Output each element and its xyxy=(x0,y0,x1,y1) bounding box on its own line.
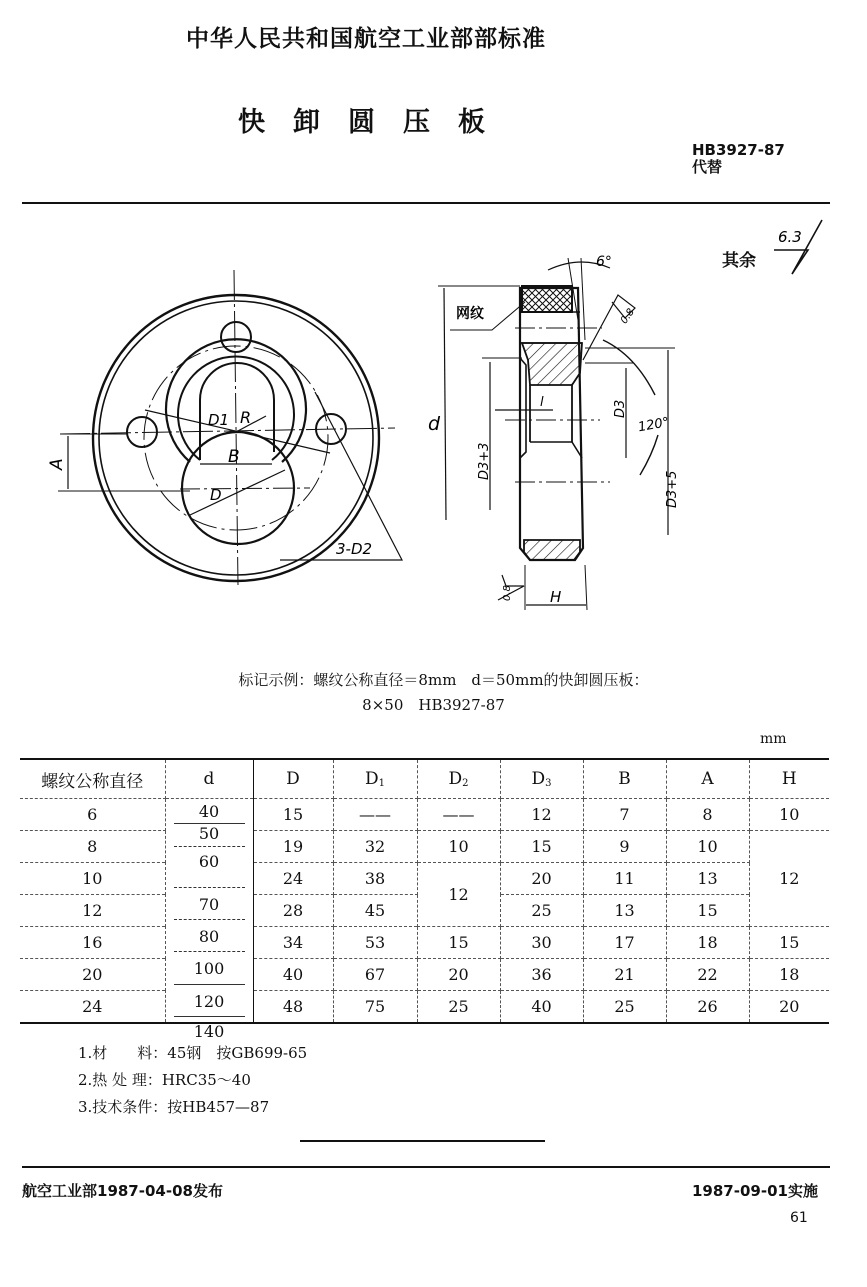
standard-code-block xyxy=(692,142,785,176)
cell-D: 19 xyxy=(253,831,333,863)
col-header-D: D xyxy=(253,759,333,799)
label-D3-plus-3: D3+3 xyxy=(477,442,492,480)
marking-example-line1: 标记示例：螺纹公称直径＝8mm d＝50mm的快卸圆压板： xyxy=(238,671,649,689)
col-header-D2: $D_2$ xyxy=(417,759,500,799)
label-A: A xyxy=(47,458,67,470)
issue-date: 航空工业部1987-04-08发布 xyxy=(22,1182,223,1200)
technical-notes xyxy=(78,1040,307,1121)
cell-H: 10 xyxy=(749,799,829,831)
title-char: 卸 xyxy=(293,107,320,138)
label-R: R xyxy=(240,408,252,427)
label-d: d xyxy=(428,413,441,435)
cell-B: 9 xyxy=(583,831,666,863)
roughness-symbol-icon xyxy=(722,218,832,278)
cell-D3: 25 xyxy=(500,895,583,927)
cell-D3: 20 xyxy=(500,863,583,895)
roughness-label: 其余 xyxy=(722,251,756,271)
col-header-H: H xyxy=(749,759,829,799)
label-B: B xyxy=(228,447,240,467)
label-angle-6: 6° xyxy=(596,254,612,270)
d-value: 120 xyxy=(174,984,245,1013)
dimension-table xyxy=(20,758,829,1041)
label-knurl: 网纹 xyxy=(456,306,484,322)
cell-A: 18 xyxy=(666,927,749,959)
page-number: 61 xyxy=(790,1210,808,1226)
cell-D: 24 xyxy=(253,863,333,895)
label-3-D2: 3-D2 xyxy=(336,540,373,558)
section-view-drawing xyxy=(420,230,720,630)
title-char: 板 xyxy=(458,107,485,138)
cell-D1: —— xyxy=(333,799,417,831)
title-char: 压 xyxy=(403,107,430,138)
d-value: 60 xyxy=(174,846,245,873)
cell-D3: 30 xyxy=(500,927,583,959)
cell-A: 13 xyxy=(666,863,749,895)
col-header-D3: $D_3$ xyxy=(500,759,583,799)
cell-D2-merged: 12 xyxy=(417,863,500,927)
cell-D2: 25 xyxy=(417,991,500,1024)
footer-divider xyxy=(22,1166,830,1168)
label-l: l xyxy=(540,395,544,410)
table-row xyxy=(20,927,829,959)
label-angle-120: 120° xyxy=(636,415,671,436)
notes-end-divider xyxy=(300,1140,545,1142)
cell-A: 8 xyxy=(666,799,749,831)
table-row xyxy=(20,863,829,895)
document-title xyxy=(238,100,513,139)
col-header-B: B xyxy=(583,759,666,799)
col-header-A: A xyxy=(666,759,749,799)
cell-D: 15 xyxy=(253,799,333,831)
cell-B: 13 xyxy=(583,895,666,927)
col-header-D1: $D_1$ xyxy=(333,759,417,799)
effective-date: 1987-09-01实施 xyxy=(692,1182,818,1200)
marking-example-line2: 8×50 HB3927-87 xyxy=(362,696,505,714)
front-view-drawing xyxy=(40,240,420,600)
note-heat-treatment: 2.热 处 理：HRC35～40 xyxy=(78,1071,251,1089)
label-H: H xyxy=(550,588,562,606)
cell-D1: 45 xyxy=(333,895,417,927)
table-row xyxy=(20,799,829,831)
cell-D1: 67 xyxy=(333,959,417,991)
cell-B: 11 xyxy=(583,863,666,895)
cell-H-merged: 12 xyxy=(749,831,829,927)
cell-D1: 32 xyxy=(333,831,417,863)
surface-roughness-note xyxy=(722,218,832,278)
cell-D2: 10 xyxy=(417,831,500,863)
note-material: 1.材 料：45钢 按GB699-65 xyxy=(78,1044,308,1062)
label-D3-plus-5: D3+5 xyxy=(665,470,680,508)
cell-D3: 36 xyxy=(500,959,583,991)
label-roughness-top: 0.8 xyxy=(618,306,637,327)
table-row xyxy=(20,991,829,1024)
cell-thread: 12 xyxy=(20,895,165,927)
table-row xyxy=(20,959,829,991)
standard-code: HB3927-87 xyxy=(692,141,785,159)
cell-D1: 75 xyxy=(333,991,417,1024)
table-unit: mm xyxy=(760,731,787,747)
d-value: 50 xyxy=(198,824,220,843)
title-char: 快 xyxy=(238,107,265,138)
cell-D3: 12 xyxy=(500,799,583,831)
cell-thread: 6 xyxy=(20,799,165,831)
cell-thread: 16 xyxy=(20,927,165,959)
cell-D: 34 xyxy=(253,927,333,959)
label-roughness-bottom: 0.8 xyxy=(502,585,513,601)
cell-H: 20 xyxy=(749,991,829,1024)
d-value: 100 xyxy=(174,951,245,980)
cell-B: 21 xyxy=(583,959,666,991)
cell-A: 10 xyxy=(666,831,749,863)
d-value: 40 xyxy=(174,801,245,824)
roughness-value: 6.3 xyxy=(778,228,802,246)
cell-D3: 15 xyxy=(500,831,583,863)
cell-D1: 53 xyxy=(333,927,417,959)
d-values-column xyxy=(165,799,253,1041)
note-technical-conditions: 3.技术条件：按HB457—87 xyxy=(78,1098,270,1116)
label-D3: D3 xyxy=(613,399,628,418)
marking-example xyxy=(0,668,867,718)
cell-thread: 20 xyxy=(20,959,165,991)
cell-D: 28 xyxy=(253,895,333,927)
cell-B: 25 xyxy=(583,991,666,1024)
cell-A: 26 xyxy=(666,991,749,1024)
cell-thread: 24 xyxy=(20,991,165,1024)
cell-D3: 40 xyxy=(500,991,583,1024)
d-value: 140 xyxy=(174,1016,245,1043)
label-D1: D1 xyxy=(208,411,230,429)
col-header-d: d xyxy=(165,759,253,799)
cell-D2: 15 xyxy=(417,927,500,959)
label-D: D xyxy=(210,486,222,504)
cell-B: 7 xyxy=(583,799,666,831)
col-header-thread: 螺纹公称直径 xyxy=(20,759,165,799)
cell-D2: 20 xyxy=(417,959,500,991)
cell-A: 22 xyxy=(666,959,749,991)
d-value: 80 xyxy=(174,919,245,948)
header-divider xyxy=(22,202,830,204)
title-char: 圆 xyxy=(348,107,375,138)
cell-B: 17 xyxy=(583,927,666,959)
cell-A: 15 xyxy=(666,895,749,927)
issuing-organization: 中华人民共和国航空工业部部标准 xyxy=(186,26,546,52)
cell-H: 18 xyxy=(749,959,829,991)
cell-thread: 8 xyxy=(20,831,165,863)
cell-D1: 38 xyxy=(333,863,417,895)
cell-D2: —— xyxy=(417,799,500,831)
table-row xyxy=(20,831,829,863)
cell-D: 40 xyxy=(253,959,333,991)
replaces-label: 代替 xyxy=(692,158,723,176)
d-value: 70 xyxy=(174,887,245,916)
cell-D: 48 xyxy=(253,991,333,1024)
cell-H: 15 xyxy=(749,927,829,959)
cell-thread: 10 xyxy=(20,863,165,895)
